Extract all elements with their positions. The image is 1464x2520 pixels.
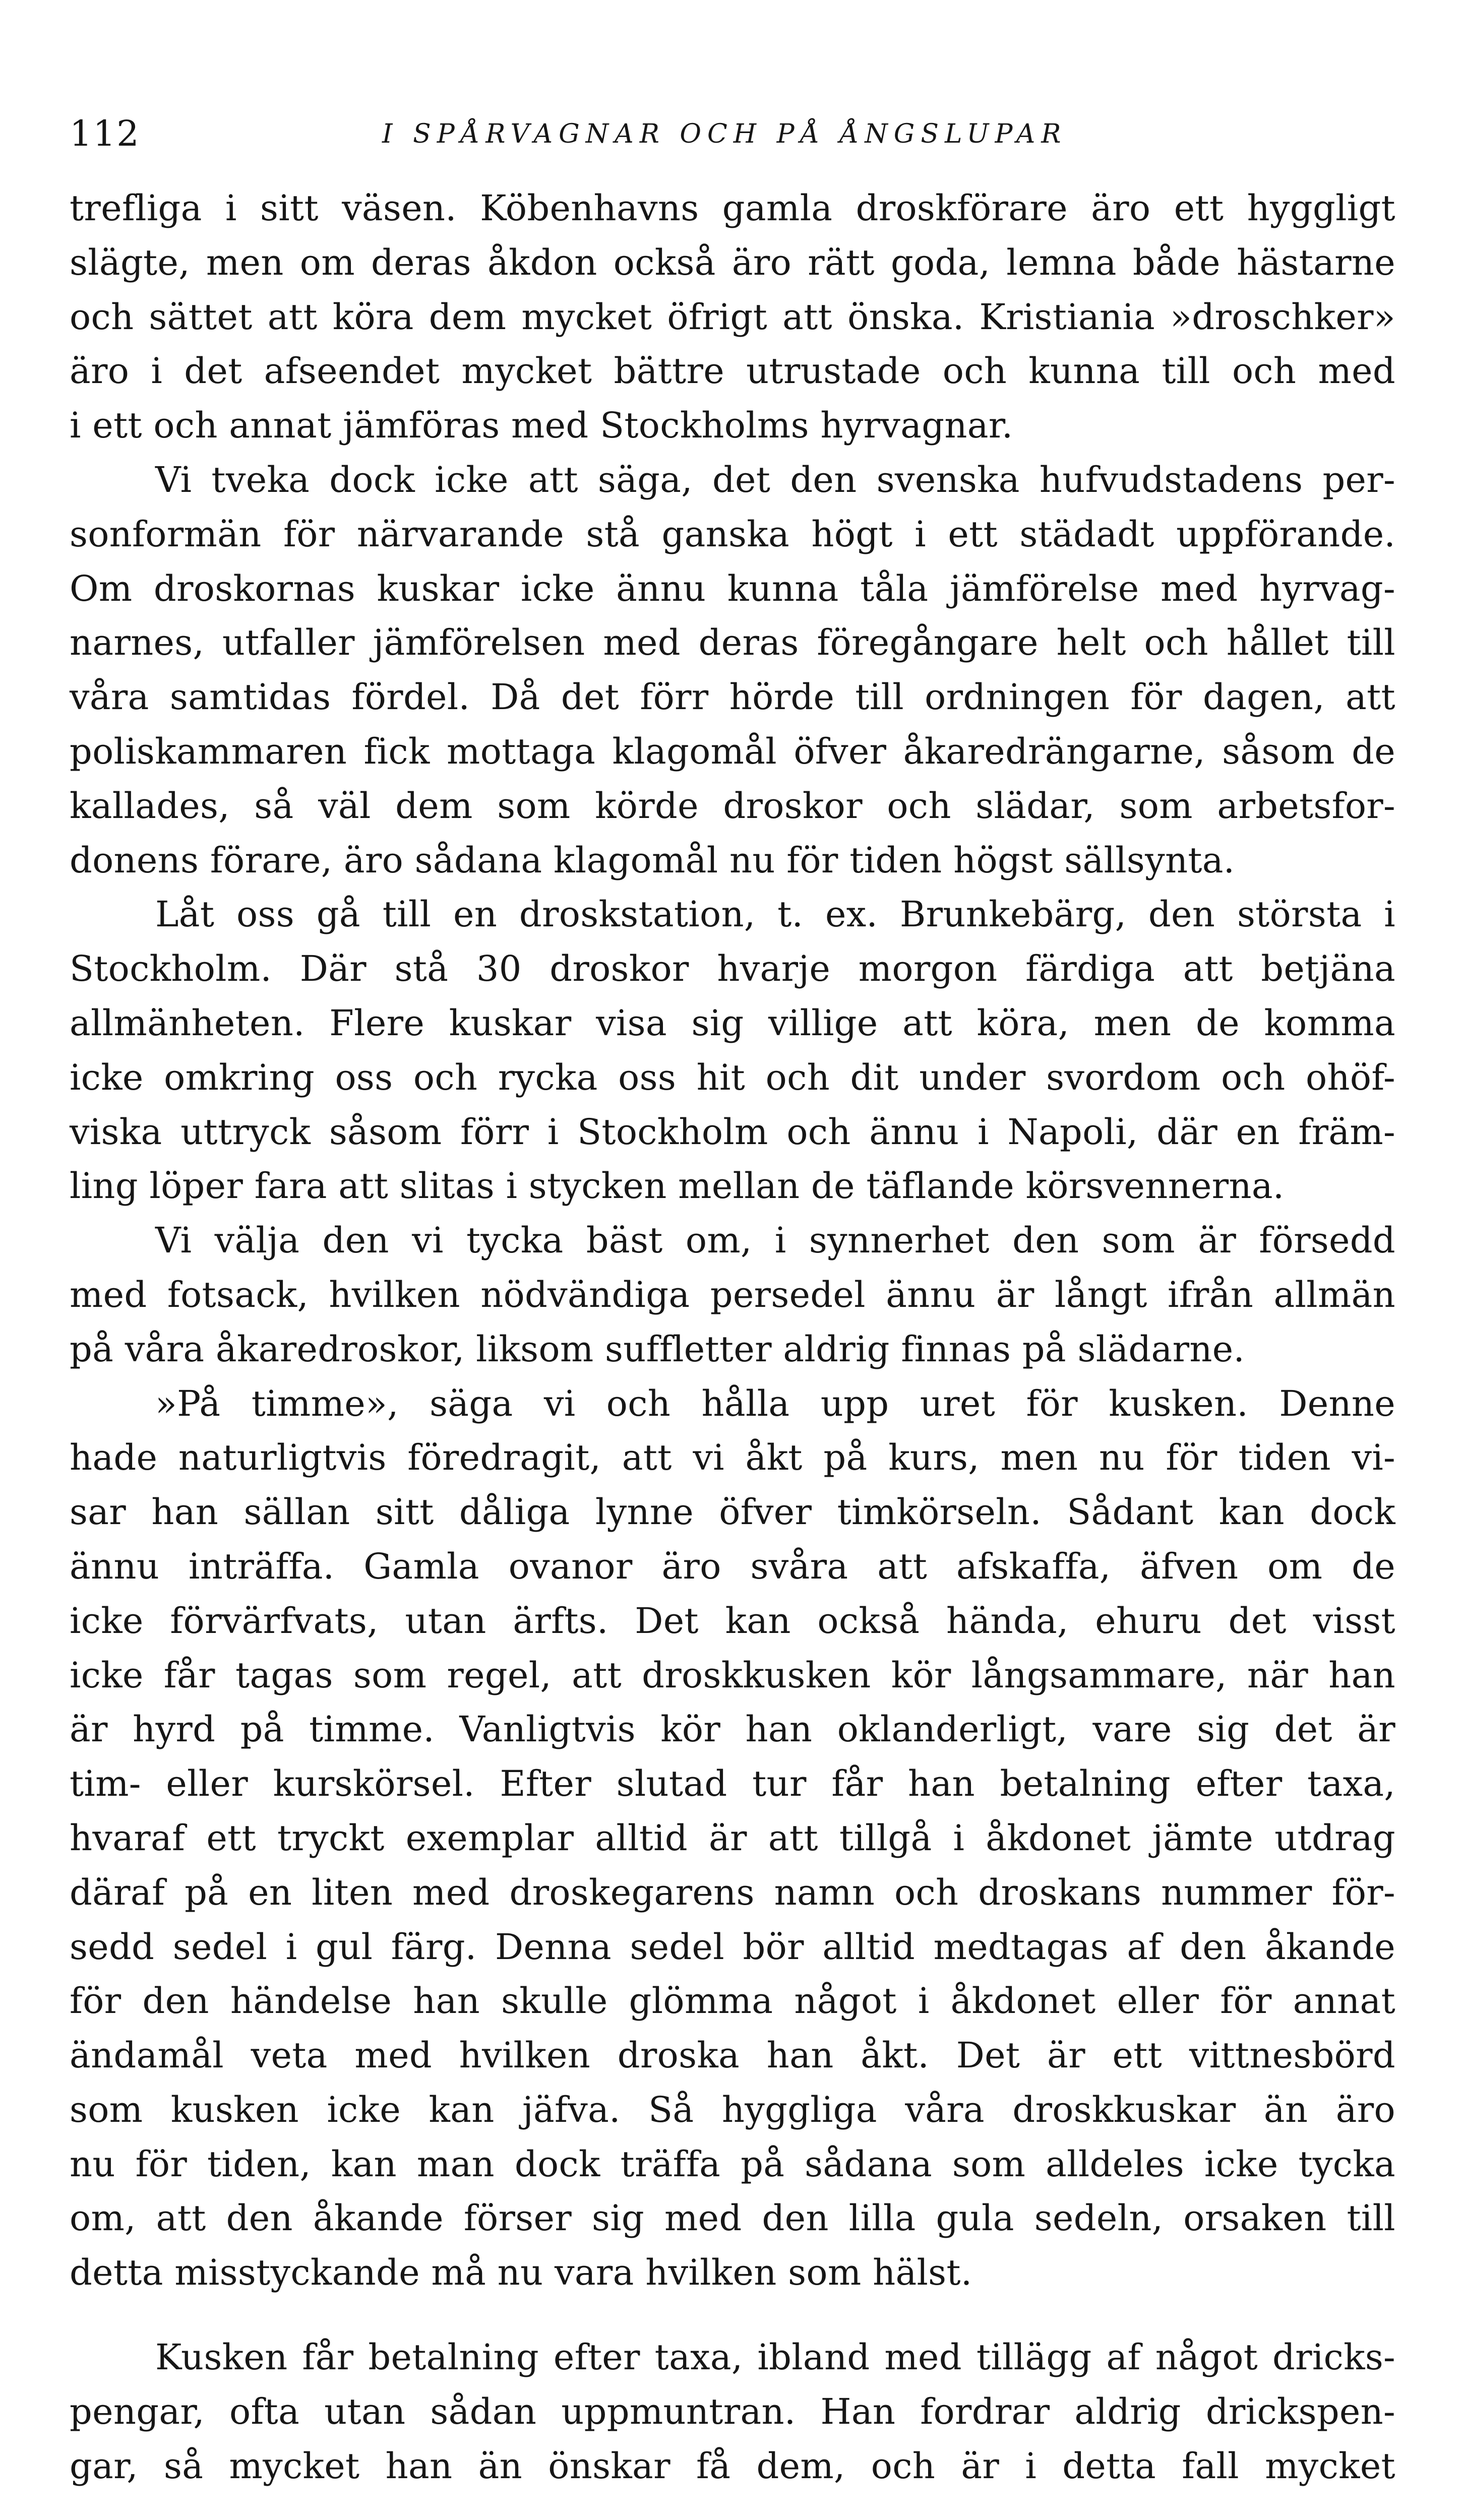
text-line: däraf på en liten med droskegarens namn och droskans nummer för- xyxy=(70,1871,1395,1913)
paragraph-5 xyxy=(70,1377,1395,2301)
paragraph-2 xyxy=(70,453,1395,888)
running-head xyxy=(70,106,1395,166)
text-line: ännu inträffa. Gamla ovanor äro svåra att afskaffa, äfven om de xyxy=(70,1545,1395,1587)
text-line: nu för tiden, kan man dock träffa på sådana som alldeles icke tycka xyxy=(70,2143,1395,2185)
text-line: trefliga i sitt väsen. Köbenhavns gamla droskförare äro ett hyggligt xyxy=(70,187,1395,229)
text-line: om, att den åkande förser sig med den lilla gula sedeln, orsaken till xyxy=(70,2197,1395,2239)
paragraph-3 xyxy=(70,888,1395,1214)
text-line: sonformän för närvarande stå ganska högt i ett städadt uppförande. xyxy=(70,513,1395,555)
text-line: »På timme», säga vi och hålla upp uret för kusken. Denne xyxy=(155,1382,1395,1424)
text-line: ändamål veta med hvilken droska han åkt. Det är ett vittnesbörd xyxy=(70,2035,1395,2076)
text-line: poliskammaren fick mottaga klagomål öfver åkaredrängarne, såsom de xyxy=(70,730,1395,772)
text-line: hade naturligtvis föredragit, att vi åkt på kurs, men nu för tiden vi- xyxy=(70,1437,1395,1479)
text-line: narnes, utfaller jämförelsen med deras föregångare helt och hållet till xyxy=(70,622,1395,664)
text-line: är hyrd på timme. Vanligtvis kör han oklanderligt, vare sig det är xyxy=(70,1709,1395,1750)
text-line: icke omkring oss och rycka oss hit och dit under svordom och ohöf- xyxy=(70,1056,1395,1098)
text-line: kallades, så väl dem som körde droskor och slädar, som arbetsfor- xyxy=(70,785,1395,827)
paragraph-gap xyxy=(70,2300,1395,2330)
text-line: i ett och annat jämföras med Stockholms hyrvagnar. xyxy=(70,405,1013,447)
text-line: donens förare, äro sådana klagomål nu för tiden högst sällsynta. xyxy=(70,839,1235,881)
text-line: Kusken får betalning efter taxa, ibland med tillägg af något dricks- xyxy=(155,2337,1395,2378)
text-line: tim- eller kurskörsel. Efter slutad tur får han betalning efter taxa, xyxy=(70,1763,1395,1805)
text-line: detta misstyckande må nu vara hvilken som hälst. xyxy=(70,2252,972,2294)
text-line: och sättet att köra dem mycket öfrigt att önska. Kristiania »droschker» xyxy=(70,296,1395,338)
text-line: allmänheten. Flere kuskar visa sig villige att köra, men de komma xyxy=(70,1002,1395,1044)
text-line: Stockholm. Där stå 30 droskor hvarje morgon färdiga att betjäna xyxy=(70,948,1395,990)
text-line: Vi tveka dock icke att säga, det den svenska hufvudstadens per- xyxy=(155,459,1395,500)
text-line: Låt oss gå till en droskstation, t. ex. Brunkebärg, den största i xyxy=(155,894,1395,935)
text-line: äro i det afseendet mycket bättre utrustade och kunna till och med xyxy=(70,350,1395,392)
text-line: Om droskornas kuskar icke ännu kunna tåla jämförelse med hyrvag- xyxy=(70,568,1395,609)
text-line: som kusken icke kan jäfva. Så hyggliga våra droskkuskar än äro xyxy=(70,2089,1395,2130)
text-line: för den händelse han skulle glömma något i åkdonet eller för annat xyxy=(70,1980,1395,2022)
text-line: viska uttryck såsom förr i Stockholm och ännu i Napoli, där en främ- xyxy=(70,1111,1395,1153)
text-line: pengar, ofta utan sådan uppmuntran. Han fordrar aldrig drickspen- xyxy=(70,2390,1395,2432)
text-line: icke får tagas som regel, att droskkusken kör långsammare, när han xyxy=(70,1654,1395,1696)
body-text xyxy=(70,181,1395,2493)
text-line: sar han sällan sitt dåliga lynne öfver timkörseln. Sådant kan dock xyxy=(70,1491,1395,1533)
text-line: ling löper fara att slitas i stycken mellan de täflande körsvennerna. xyxy=(70,1165,1285,1207)
paragraph-4 xyxy=(70,1214,1395,1376)
text-line: gar, så mycket han än önskar få dem, och är i detta fall mycket xyxy=(70,2445,1395,2487)
running-title: I SPÅRVAGNAR OCH PÅ ÅNGSLUPAR xyxy=(382,119,1067,149)
text-line: på våra åkaredroskor, liksom suffletter aldrig finnas på slädarne. xyxy=(70,1328,1245,1370)
text-line: våra samtidas fördel. Då det förr hörde till ordningen för dagen, att xyxy=(70,676,1395,718)
page-number: 112 xyxy=(70,113,140,154)
text-line: icke förvärfvats, utan ärfts. Det kan också hända, ehuru det visst xyxy=(70,1600,1395,1642)
text-line: med fotsack, hvilken nödvändiga persedel ännu är långt ifrån allmän xyxy=(70,1274,1395,1315)
text-line: sedd sedel i gul färg. Denna sedel bör alltid medtagas af den åkande xyxy=(70,1926,1395,1968)
text-line: slägte, men om deras åkdon också äro rätt goda, lemna både hästarne xyxy=(70,241,1395,283)
paragraph-1 xyxy=(70,181,1395,453)
paragraph-6 xyxy=(70,2330,1395,2493)
text-line: hvaraf ett tryckt exemplar alltid är att tillgå i åkdonet jämte utdrag xyxy=(70,1817,1395,1859)
text-line: Vi välja den vi tycka bäst om, i synnerhet den som är försedd xyxy=(155,1220,1395,1262)
